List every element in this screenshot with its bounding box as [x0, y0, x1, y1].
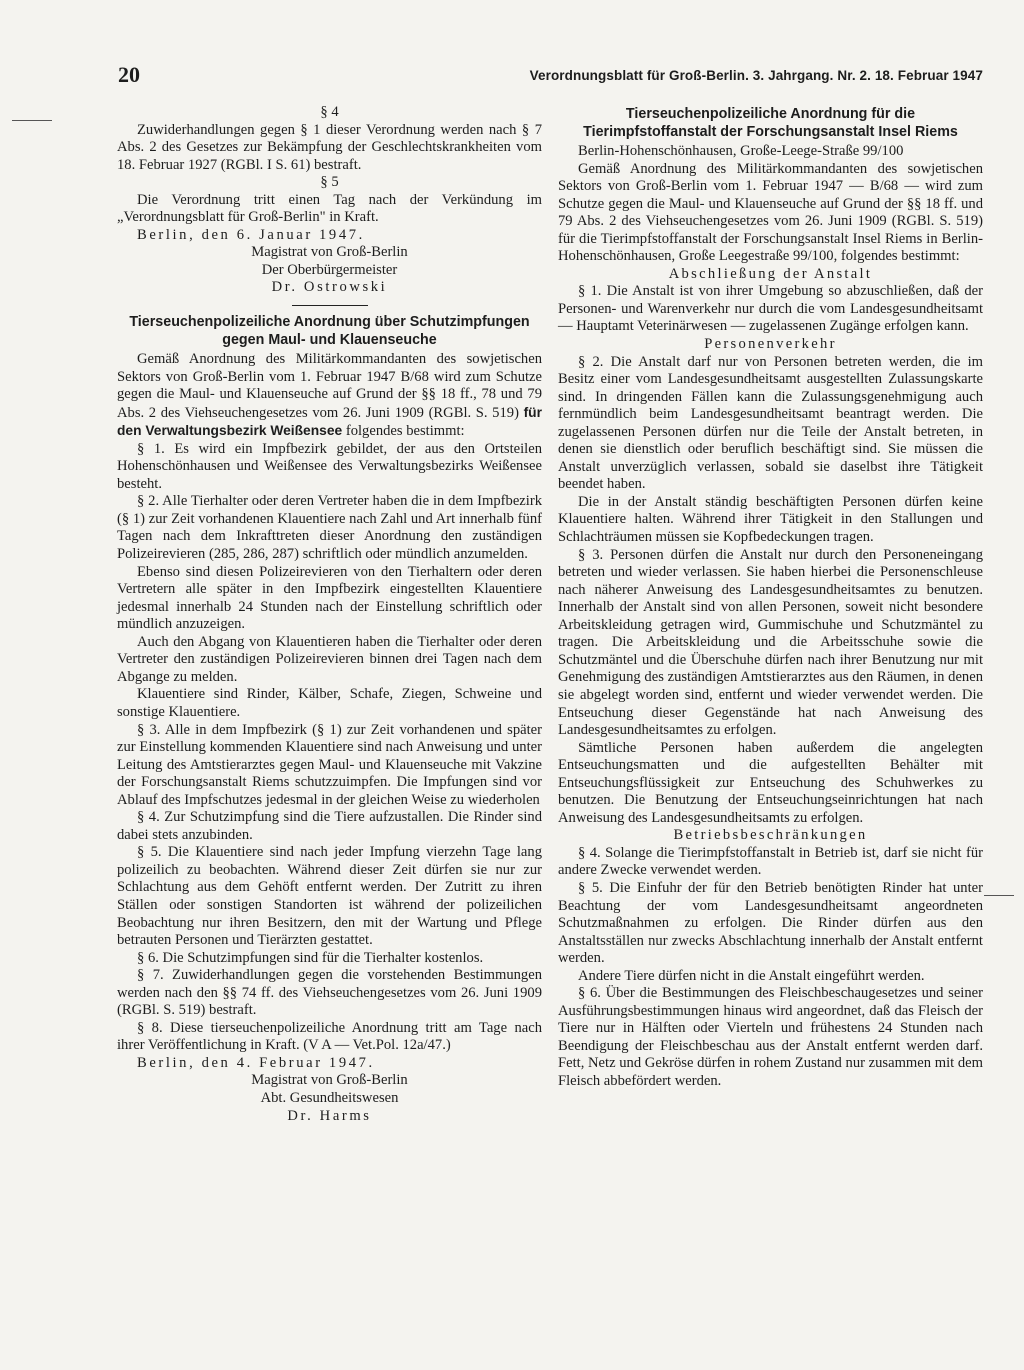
- section-4-title: § 4: [320, 104, 339, 120]
- signature-line: Magistrat von Groß-Berlin: [251, 1072, 408, 1089]
- paragraph: § 4. Zur Schutzimpfung sind die Tiere aufzustallen. Die Rinder sind dabei stets anzubinden.: [117, 809, 542, 843]
- paragraph: § 8. Diese tierseuchenpolizeiliche Anordnung tritt am Tage nach ihrer Veröffentlichung in Kraft. (V A — Vet.Pol. 12a/47.): [117, 1019, 542, 1054]
- order-intro: Gemäß Anordnung des Militärkommandanten des sowjetischen Sektors von Groß-Berlin vom 1. Februar 1947 B/68 wird zum Schutze gegen die Maul- und Klauenseuche auf Grund der §§ 18 ff., 78 und 79 Abs. 2 des Viehseuchengesetzes vom 26. Juni 1909 (RGBl. S. 519) für den Verwaltungsbezirk Weißensee folgendes bestimmt:: [117, 351, 542, 440]
- right-column: [558, 104, 983, 1091]
- paragraph: Ebenso sind diesen Polizeirevieren von den Tierhaltern oder deren Vertretern alle später in den Impfbezirk eingestellten Klauentiere jedesmal innerhalb 24 Stunden nach der Einstellung schriftlich oder mündlich anzuzeigen.: [117, 563, 542, 633]
- location-line: Berlin-Hohenschönhausen, Große-Leege-Straße 99/100: [578, 143, 904, 159]
- paragraph: § 5. Die Klauentiere sind nach jeder Impfung vierzehn Tage lang polizeilich zu beobachten. Während dieser Zeit dürfen sie nur zur Schlachtung aus dem Gehöft entfernt werden. Der Zutritt zu ihren Ställen oder sonstigen Standorten ist während der polizeilichen Beobachtung nur ihren Besitzern, den mit der Wartung und Pflege betrauten Personen und Tierärzten gestattet.: [117, 844, 542, 949]
- paragraph: § 3. Alle in dem Impfbezirk (§ 1) zur Zeit vorhandenen und später zur Einstellung kommenden Klauentiere sind nach Anweisung und unter Leitung des Amtstierarztes gegen Maul- und Klauenseuche mit Vakzine der Forschungsanstalt Riems schutzzuimpfen. Die Impfungen sind vor Ablauf des Impfschutzes jedesmal in der gleichen Weise zu wiederholen: [117, 721, 542, 808]
- paragraph: Auch den Abgang von Klauentieren haben die Tierhalter oder deren Vertreter den zuständigen Polizeirevieren binnen drei Tagen nach dem Abgange zu melden.: [117, 633, 542, 685]
- paragraph: § 4. Solange die Tierimpfstoffanstalt in Betrieb ist, darf sie nicht für andere Zwecke verwendet werden.: [558, 844, 983, 879]
- paragraph: § 2. Alle Tierhalter oder deren Vertreter haben die in dem Impfbezirk (§ 1) zur Zeit vorhandenen Klauentiere nach Zahl und Art innerhalb fünf Tagen nach dem Inkrafttreten dieser Anordnung den zuständigen Polizeirevieren (285, 286, 287) schriftlich oder mündlich anzumelden.: [117, 493, 542, 563]
- paragraph: Klauentiere sind Rinder, Kälber, Schafe, Ziegen, Schweine und sonstige Klauentiere.: [117, 686, 542, 720]
- signature-line: Abt. Gesundheitswesen: [260, 1089, 399, 1106]
- page-number: 20: [118, 62, 140, 87]
- paragraph: § 3. Personen dürfen die Anstalt nur durch den Personeneingang betreten und wieder verlassen. Sie haben hierbei die Personenschleuse nach näherer Anweisung des Landesgesundheitsamtes zu benutzen. Innerhalb der Anstalt sind von allen Personen, soweit nicht besondere Arbeitskleidung getragen wird, Gummischuhe und Schutzmäntel zu tragen. Die Arbeitskleidung und die Arbeitsschuhe sowie die Schutzmäntel und die Überschuhe dürfen nach ihrer Benutzung nur mit Genehmigung des zuständigen Amtstierarztes aus den Räumen, in denen sie abgelegt worden sind, entfernt und wieder verwendet werden. Die Entseuchung dieser Gegenstände hat nach Anweisung des Landesgesundheitsamtes zu erfolgen.: [558, 546, 983, 739]
- paragraph: § 5. Die Einfuhr der für den Betrieb benötigten Rinder hat unter Beachtung der vom Landesgesundheitsamt angeordneten Schutzmaßnahmen zu erfolgen. Die Rinder dürfen aus den Anstaltsställen nur zwecks Abschlachtung innerhalb der Anstalt entfernt werden.: [558, 879, 983, 967]
- paragraph: § 2. Die Anstalt darf nur von Personen betreten werden, die im Besitz einer vom Landesgesundheitsamt ausgestellten Zulassungskarte sind. In dringenden Fällen kann die Zulassungsgenehmigung auch fernmündlich beim Landesgesundheitsamt beantragt werden. Die zugelassenen Personen dürfen nur die Teile der Anstalt betreten, in denen sie dienstlich oder beruflich beschäftigt sind. Sie müssen die Anstalt unverzüglich verlassen, sobald sie daselbst ihre Tätigkeit beendet haben.: [558, 353, 983, 493]
- section-4-text: Zuwiderhandlungen gegen § 1 dieser Verordnung werden nach § 7 Abs. 2 des Gesetzes zur Bekämpfung der Geschlechtskrankheiten vom 18. Februar 1927 (RGBl. I S. 61) bestraft.: [117, 121, 542, 173]
- signature-line: Magistrat von Groß-Berlin: [251, 244, 408, 261]
- subheading: Personenverkehr: [704, 336, 837, 353]
- order-title: Tierseuchenpolizeiliche Anordnung für die Tierimpfstoffanstalt der Forschungsanstalt Insel Riems: [583, 106, 958, 140]
- section-5-title: § 5: [320, 174, 339, 191]
- order-title: Tierseuchenpolizeiliche Anordnung über Schutzimpfungen gegen Maul- und Klauenseuche: [129, 314, 530, 348]
- paragraph: § 1. Es wird ein Impfbezirk gebildet, der aus den Ortsteilen Hohenschönhausen und Weißensee des Verwaltungsbezirks Weißensee besteht.: [117, 440, 542, 492]
- signature-name: Dr. Harms: [287, 1107, 372, 1124]
- paragraph: § 7. Zuwiderhandlungen gegen die vorstehenden Bestimmungen werden nach den §§ 74 ff. des Viehseuchengesetzes vom 26. Juni 1909 (RGBl. S. 519) bestraft.: [117, 967, 542, 1019]
- signature-line: Der Oberbürgermeister: [261, 261, 398, 278]
- divider: [292, 305, 368, 306]
- scan-mark: [984, 895, 1014, 896]
- date-line: Berlin, den 4. Februar 1947.: [137, 1054, 375, 1071]
- paragraph: § 1. Die Anstalt ist von ihrer Umgebung so abzuschließen, daß der Personen- und Warenverkehr nur durch die vom Landesgesundheitsamt — Hauptamt Veterinärwesen — zugelassenen Zugänge erfolgen kann.: [558, 283, 983, 335]
- paragraph: Die in der Anstalt ständig beschäftigten Personen dürfen keine Klauentiere halten. Während ihrer Tätigkeit in den Stallungen und Schlachträumen müssen sie Kopfbedeckungen tragen.: [558, 493, 983, 546]
- subheading: Betriebsbeschränkungen: [673, 827, 868, 844]
- running-head: Verordnungsblatt für Groß-Berlin. 3. Jahrgang. Nr. 2. 18. Februar 1947: [529, 68, 983, 83]
- scan-mark: [12, 120, 52, 121]
- subheading: Abschließung der Anstalt: [668, 265, 873, 282]
- section-5-text: Die Verordnung tritt einen Tag nach der Verkündung im „Verordnungsblatt für Groß-Berlin" in Kraft.: [117, 191, 542, 226]
- left-column: [117, 104, 542, 1125]
- paragraph: § 6. Über die Bestimmungen des Fleischbeschaugesetzes und seiner Ausführungsbestimmungen hinaus wird angeordnet, daß das Fleisch der Tiere nur in Hälften oder Vierteln und frühestens 24 Stunden nach Beendigung der Fleischbeschau aus der Anstalt entfernt werden darf. Fett, Netz und Gekröse dürfen in rohem Zustand nur zusammen mit dem Fleisch abbefördert werden.: [558, 985, 983, 1089]
- paragraph: Sämtliche Personen haben außerdem die angelegten Entseuchungsmatten und die aufgestellten Behälter mit Entseuchungsflüssigkeit zur Entseuchung des Schuhwerkes zu benutzen. Die Benutzung der Entseuchungseinrichtungen hat nach Anweisung des Landesgesundheitsamts zu erfolgen.: [558, 739, 983, 826]
- order-intro: Gemäß Anordnung des Militärkommandanten des sowjetischen Sektors von Groß-Berlin vom 1. Februar 1947 — B/68 — wird zum Schutze gegen die Maul- und Klauenseuche auf Grund der §§ 18 ff. und 79 Abs. 2 des Viehseuchengesetzes vom 26. Juni 1909 (RGBl. S. 519) für die Tierimpfstoffanstalt der Forschungsanstalt Insel Riems in Berlin-Hohenschönhausen, Große Leegestraße 99/100, folgendes bestimmt:: [558, 160, 983, 265]
- page-header: [118, 64, 983, 86]
- paragraph: Andere Tiere dürfen nicht in die Anstalt eingeführt werden.: [578, 967, 925, 984]
- paragraph: § 6. Die Schutzimpfungen sind für die Tierhalter kostenlos.: [137, 949, 484, 966]
- signature-name: Dr. Ostrowski: [271, 279, 388, 296]
- date-line: Berlin, den 6. Januar 1947.: [137, 226, 365, 243]
